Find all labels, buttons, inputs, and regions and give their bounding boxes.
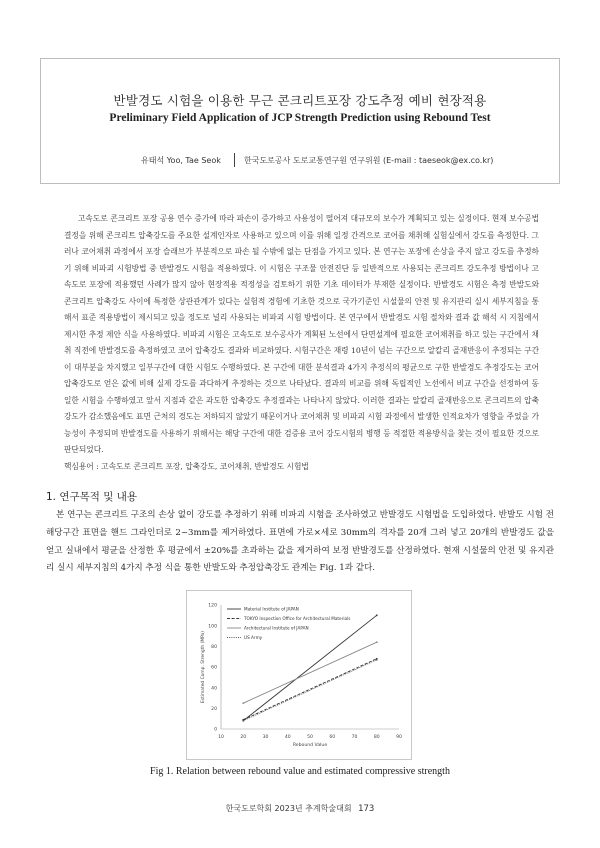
figure-chart <box>186 590 412 760</box>
y-tick-label: 60 <box>211 665 217 671</box>
section-body <box>46 507 554 578</box>
y-tick-label: 0 <box>214 727 217 733</box>
x-tick-label: 50 <box>307 735 313 740</box>
series-line-3 <box>243 642 377 703</box>
footer-conference: 한국도로학회 2023년 추계학술대회 <box>225 804 352 813</box>
series-point-3 <box>242 702 244 704</box>
series-point-3 <box>376 641 378 643</box>
legend-label-1: Material Institute of JAPAN <box>244 606 299 612</box>
legend-label-2: TOKYO Inspection Office for Architectural Materials <box>244 616 351 621</box>
keywords: 핵심용어 : 고속도로 콘크리트 포장, 압축강도, 코어채취, 반발경도 시험법 <box>64 461 309 471</box>
rebound-strength-chart <box>187 591 413 761</box>
legend-label-3: Architectural Institute of JAPAN <box>244 625 309 631</box>
y-axis-label: Estimated Comp. Strength (MPa) <box>201 631 206 703</box>
author-block <box>41 153 559 169</box>
page-number: 173 <box>358 804 375 814</box>
legend-label-4: US Army <box>244 635 263 640</box>
x-tick-label: 80 <box>373 735 380 740</box>
x-tick-label: 10 <box>218 735 224 740</box>
title-frame <box>40 58 560 184</box>
x-axis-label: Rebound Value <box>292 743 328 748</box>
section-body-text: 본 연구는 콘크리트 구조의 손상 없이 강도를 추정하기 위해 비파괴 시험을 조사하였고 반발경도 시험법을 도입하였다. 반발도 시험 전 해당구간 표면을 핸드 그라인더로 2~3mm를 제거하였다. 표면에 가로×세로 30mm의 격자를 20개 그려 넣고 20개의 반발경도 값을 얻고 실내에서 평균을 산정한 후 평균에서 ±20%를 초과하는 값을 제거하여 보정 반발경도를 산정하였다. 현재 시설물의 안전 및 유지관리 실시 세부지침의 4가지 추정 식을 통한 반발도와 추정압축강도 관계는 Fig. 1과 같다. <box>46 510 554 574</box>
y-tick-label: 40 <box>211 686 217 692</box>
author-name: 유태석 Yoo, Tae Seok <box>141 156 221 165</box>
y-tick-label: 80 <box>211 644 217 650</box>
paper-title-korean: 반발경도 시험을 이용한 무근 콘크리트포장 강도추정 예비 현장적용 <box>113 93 487 108</box>
page-footer <box>0 803 600 814</box>
x-tick-label: 30 <box>262 735 269 740</box>
series-point-1 <box>376 614 378 616</box>
x-tick-label: 20 <box>240 735 247 740</box>
author-separator <box>234 153 235 167</box>
abstract <box>64 211 539 475</box>
x-tick-label: 60 <box>329 735 336 740</box>
y-tick-label: 100 <box>208 624 217 630</box>
x-tick-label: 40 <box>284 735 291 740</box>
y-tick-label: 120 <box>208 603 217 609</box>
figure-caption: Fig 1. Relation between rebound value and estimated compressive strength <box>150 766 450 777</box>
x-tick-label: 70 <box>351 735 358 740</box>
series-point-4 <box>242 720 244 722</box>
series-line-4 <box>243 660 377 721</box>
author-affiliation: 한국도로공사 도로교통연구원 연구위원 (E-mail : taeseok@ex.co.kr) <box>244 156 494 165</box>
section-heading: 1. 연구목적 및 내용 <box>46 491 138 503</box>
abstract-text: 고속도로 콘크리트 포장 공용 연수 증가에 따라 파손이 증가하고 사용성이 떨어져 대규모의 보수가 계획되고 있는 실정이다. 현재 보수공법 결정을 위해 콘크리트 압축강도를 주요한 설계인자로 사용하고 있으며 이를 위해 일정 간격으로 코어를 채취해 실험실에서 강도를 측정한다. 그러나 코어채취 과정에서 포장 슬래브가 부분적으로 파손 될 수밖에 없는 단점을 가지고 있다. 본 연구는 포장에 손상을 주지 않고 강도를 추정하기 위해 비파괴 시험방법 중 반발경도 시험을 적용하였다. 이 시험은 구조물 안전진단 등 일반적으로 사용되는 콘크리트 강도추정 방법이나 고속도로 포장에 적용했던 사례가 많지 않아 현장적용 적정성을 검토하기 위한 기초 데이터가 부재한 실정이다. 반발경도 시험은 측정 반발도와 콘크리트 압축강도 사이에 특정한 상관관계가 있다는 실험적 경험에 기초한 것으로 국가기준인 시설물의 안전 및 유지관리 실시 세부지침을 통해서 표준 적용방법이 제시되고 있을 정도로 널리 사용되는 비파괴 시험 방법이다. 본 연구에서 반발경도 시험 절차와 결과 값 해석 시 지침에서 제시한 추정 제안 식을 사용하였다. 비파괴 시험은 고속도로 보수공사가 계획된 노선에서 단면설계에 필요한 코어채취를 하고 있는 구간에서 채취 직전에 반발경도를 측정하였고 코어 압축강도 결과와 비교하였다. 시험구간은 재령 10년이 넘는 구간으로 알칼리 골재반응이 추정되는 구간이 대부분을 차지했고 일부구간에 대한 시험도 수행하였다. 본 구간에 대한 분석결과 4가지 추정식의 평균으로 구한 반발경도 추정강도는 코어 압축강도로 얻은 값에 비해 실제 강도를 과다하게 추정하는 것으로 나타났다. 결과의 비교를 위해 독립적인 노선에서 비교 구간을 선정하여 동일한 시험을 수행하였고 앞서 지점과 같은 과도한 압축강도 추정결과는 나타나지 않았다. 이러한 결과는 알칼리 골재반응으로 콘크리트의 압축강도가 감소했음에도 표면 근처의 경도는 저하되지 않았기 때문이거나 코어채취 및 비파괴 시험 과정에서 발생한 인적요차가 영향을 주었을 가능성이 추정되며 반발경도를 사용하기 위해서는 해당 구간에 대한 검증용 코어 강도시험의 병행 등 적절한 적용방식을 찾는 것이 필요한 것으로 판단되었다. <box>64 214 539 454</box>
y-tick-label: 20 <box>211 706 217 712</box>
paper-title-english: Preliminary Field Application of JCP Strength Prediction using Rebound Test <box>109 112 491 124</box>
x-tick-label: 90 <box>396 735 402 740</box>
series-point-4 <box>376 659 378 661</box>
